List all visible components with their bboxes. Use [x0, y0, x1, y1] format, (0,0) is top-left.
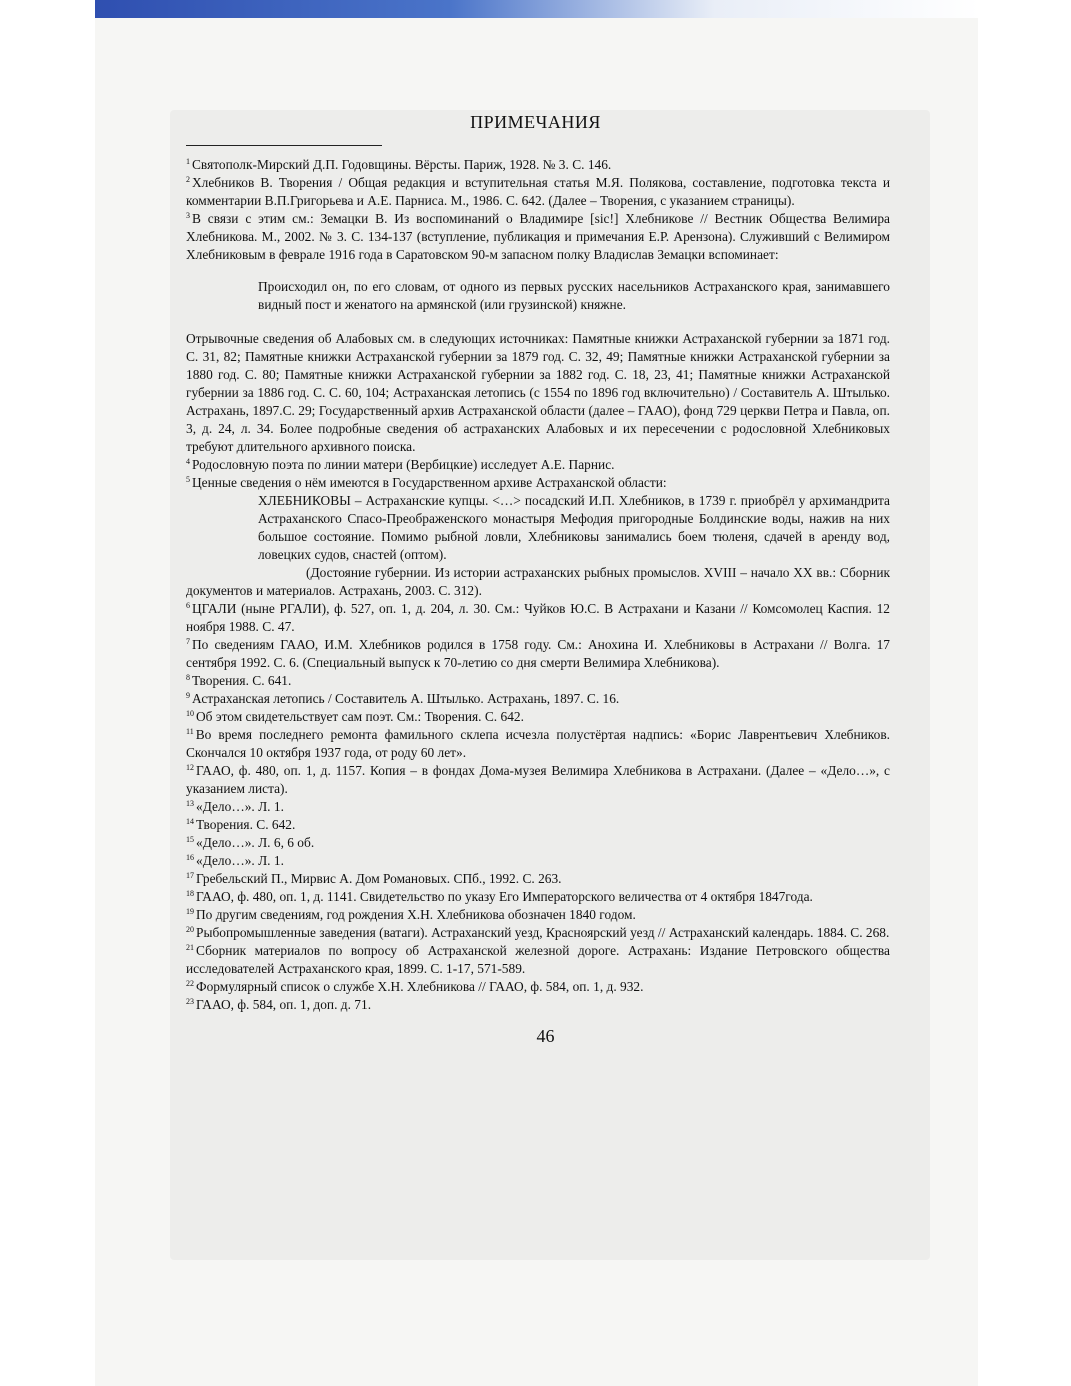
note-12: $^{12}$ ГААО, ф. 480, оп. 1, д. 1157. Копия – в фондах Дома-музея Велимира Хлебникова в Астрахани. (Далее – «Дело…», с указанием листа). — [186, 762, 890, 796]
note-9: $^9$ Астраханская летопись / Составитель А. Штылько. Астрахань, 1897. С. 16. — [186, 690, 620, 706]
note-14: $^{14}$ Творения. С. 642. — [186, 816, 296, 832]
note-15: $^{15}$ «Дело…». Л. 6, 6 об. — [186, 834, 315, 850]
note-5: $^5$ Ценные сведения о нём имеются в Государственном архиве Астраханской области: — [186, 474, 667, 490]
note-21: $^{21}$ Сборник материалов по вопросу об Астраханской железной дороге. Астрахань: Издание Петровского общества исследователей Астраханского края, 1899. С. 1-17, 571-589. — [186, 942, 890, 976]
note-13: $^{13}$ «Дело…». Л. 1. — [186, 798, 284, 814]
note-10: $^{10}$ Об этом свидетельствует сам поэт. См.: Творения. С. 642. — [186, 708, 524, 724]
note-17: $^{17}$ Гребельский П., Мирвис А. Дом Романовых. СПб., 1992. С. 263. — [186, 870, 562, 886]
notes-body — [186, 156, 890, 1014]
note-8: $^8$ Творения. С. 641. — [186, 672, 292, 688]
note-5-quote: ХЛЕБНИКОВЫ – Астраханские купцы. <…> посадский И.П. Хлебников, в 1739 г. приобрёл у архимандрита Астраханского Спасо-Преображенского монастыря Мефодия пригородные Болдинские воды, нажив на них большое состояние. Помимо рыбной ловли, Хлебниковы занимались боем тюленя, сдачей в аренду вод, ловецких судов, снастей (оптом). — [258, 493, 890, 562]
note-16: $^{16}$ «Дело…». Л. 1. — [186, 852, 284, 868]
note-2: $^2$ Хлебников В. Творения / Общая редакция и вступительная статья М.Я. Полякова, составление, подготовка текста и комментарии В.П.Григорьева и А.Е. Парниса. М., 1986. С. 642. (Далее – Творения, с указанием страницы). — [186, 174, 890, 208]
scan-margin-left — [0, 0, 95, 1386]
page-title: ПРИМЕЧАНИЯ — [470, 112, 601, 132]
note-4: $^4$ Родословную поэта по линии матери (Вербицкие) исследует А.Е. Парнис. — [186, 456, 615, 472]
note-1: $^1$ Святополк-Мирский Д.П. Годовщины. Вёрсты. Париж, 1928. № 3. С. 146. — [186, 156, 612, 172]
footnote-rule — [186, 145, 382, 146]
note-11: $^{11}$ Во время последнего ремонта фамильного склепа исчезла полустёртая надпись: «Борис Лаврентьевич Хлебников. Скончался 10 октября 1937 года, от роду 60 лет». — [186, 726, 890, 760]
scan-margin-right — [978, 0, 1071, 1386]
note-23: $^{23}$ ГААО, ф. 584, оп. 1, доп. д. 71. — [186, 996, 372, 1012]
note-5-source: (Достояние губернии. Из истории астраханских рыбных промыслов. XVIII – начало XX вв.: Сборник документов и материалов. Астрахань, 2003. С. 312). — [186, 565, 890, 598]
note-19: $^{19}$ По другим сведениям, год рождения Х.Н. Хлебникова обозначен 1840 годом. — [186, 906, 636, 922]
note-22: $^{22}$ Формулярный список о службе Х.Н. Хлебникова // ГААО, ф. 584, оп. 1, д. 932. — [186, 978, 644, 994]
note-20: $^{20}$ Рыбопромышленные заведения (ватаги). Астраханский уезд, Красноярский уезд // Астраханский календарь. 1884. С. 268. — [186, 924, 890, 940]
note-3: $^3$ В связи с этим см.: Земацки В. Из воспоминаний о Владимире [sic!] Хлебникове // Вестник Общества Велимира Хлебникова. М., 2002. № 3. С. 134-137 (вступление, публикация и примечания Е.Р. Арензона). Служивший с Велимиром Хлебниковым в феврале 1916 года в Саратовском 90-м запасном полку Владислав Земацки вспоминает: — [186, 210, 890, 262]
note-18: $^{18}$ ГААО, ф. 480, оп. 1, д. 1141. Свидетельство по указу Его Императорского величества от 4 октября 1847года. — [186, 888, 813, 904]
note-6: $^6$ ЦГАЛИ (ныне РГАЛИ), ф. 527, оп. 1, д. 204, л. 30. См.: Чуйков Ю.С. В Астрахани и Казани // Комсомолец Каспия. 12 ноября 1988. С. 47. — [186, 600, 890, 634]
note-7: $^7$ По сведениям ГААО, И.М. Хлебников родился в 1758 году. См.: Анохина И. Хлебниковы в Астрахани // Волга. 17 сентября 1992. С. 6. (Специальный выпуск к 70-летию со дня смерти Велимира Хлебникова). — [186, 636, 890, 670]
scan-edge-top — [95, 0, 980, 18]
page-number: 46 — [536, 1026, 555, 1046]
note-3-sources: Отрывочные сведения об Алабовых см. в следующих источниках: Памятные книжки Астраханской губернии за 1871 год. С. 31, 82; Памятные книжки Астраханской губернии за 1879 год. С. 32, 49; Памятные книжки Астраханской губернии за 1880 год. С. 80; Памятные книжки Астраханской губернии за 1882 год. С. 18, 23, 41; Памятные книжки Астраханской губернии за 1886 год. С. С. 60, 104; Астраханская летопись (с 1554 по 1896 год включительно) / Составитель А. Штылько. Астрахань, 1897.С. 29; Государственный архив Астраханской области (далее – ГААО), фонд 729 церкви Петра и Павла, оп. 3, д. 24, л. 34. Более подробные сведения об астраханских Алабовых и их пересечении с родословной Хлебниковых требуют длительного архивного поиска. — [186, 331, 890, 454]
note-3-quote: Происходил он, по его словам, от одного из первых русских насельников Астраханского края, занимавшего видный пост и женатого на армянской (или грузинской) княжне. — [258, 279, 890, 312]
